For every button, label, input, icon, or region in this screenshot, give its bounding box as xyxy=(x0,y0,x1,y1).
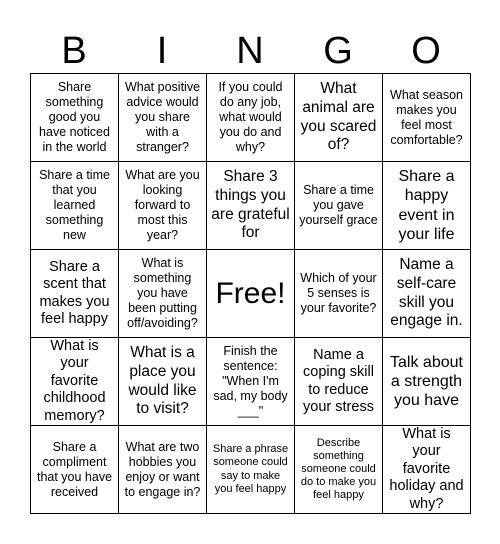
header-letter-g: G xyxy=(323,30,353,72)
bingo-cell[interactable]: Name a coping skill to reduce your stress xyxy=(295,338,383,426)
bingo-cell[interactable]: Share a compliment that you have received xyxy=(31,426,119,514)
bingo-cell[interactable]: What positive advice would you share with a stranger? xyxy=(119,74,207,162)
bingo-cell[interactable]: Talk about a strength you have xyxy=(383,338,471,426)
bingo-cell[interactable]: What season makes you feel most comfortable? xyxy=(383,74,471,162)
bingo-cell[interactable]: Finish the sentence: "When I'm sad, my body ___" xyxy=(207,338,295,426)
header-letter-o: O xyxy=(411,30,441,72)
bingo-cell[interactable]: What animal are you scared of? xyxy=(295,74,383,162)
bingo-cell[interactable]: Share something good you have noticed in the world xyxy=(31,74,119,162)
bingo-header xyxy=(30,30,470,72)
bingo-cell[interactable]: What is a place you would like to visit? xyxy=(119,338,207,426)
bingo-cell[interactable]: Share a phrase someone could say to make you feel happy xyxy=(207,426,295,514)
bingo-cell[interactable]: Share a happy event in your life xyxy=(383,162,471,250)
bingo-cell[interactable]: Share a time you gave yourself grace xyxy=(295,162,383,250)
header-letter-n: N xyxy=(236,30,264,72)
bingo-cell[interactable]: Describe something someone could do to make you feel happy xyxy=(295,426,383,514)
bingo-cell[interactable]: What is your favorite holiday and why? xyxy=(383,426,471,514)
bingo-cell[interactable]: What is something you have been putting off/avoiding? xyxy=(119,250,207,338)
bingo-cell[interactable]: Share a scent that makes you feel happy xyxy=(31,250,119,338)
free-space[interactable]: Free! xyxy=(207,250,295,338)
bingo-cell[interactable]: What are you looking forward to most this year? xyxy=(119,162,207,250)
bingo-cell[interactable]: Share a time that you learned something new xyxy=(31,162,119,250)
bingo-cell[interactable]: If you could do any job, what would you do and why? xyxy=(207,74,295,162)
bingo-cell[interactable]: Share 3 things you are grateful for xyxy=(207,162,295,250)
bingo-cell[interactable]: Name a self-care skill you engage in. xyxy=(383,250,471,338)
bingo-cell[interactable]: Which of your 5 senses is your favorite? xyxy=(295,250,383,338)
bingo-cell[interactable]: What is your favorite childhood memory? xyxy=(31,338,119,426)
header-letter-i: I xyxy=(156,30,168,72)
bingo-board xyxy=(30,73,471,514)
header-letter-b: B xyxy=(61,30,87,72)
bingo-cell[interactable]: What are two hobbies you enjoy or want to engage in? xyxy=(119,426,207,514)
